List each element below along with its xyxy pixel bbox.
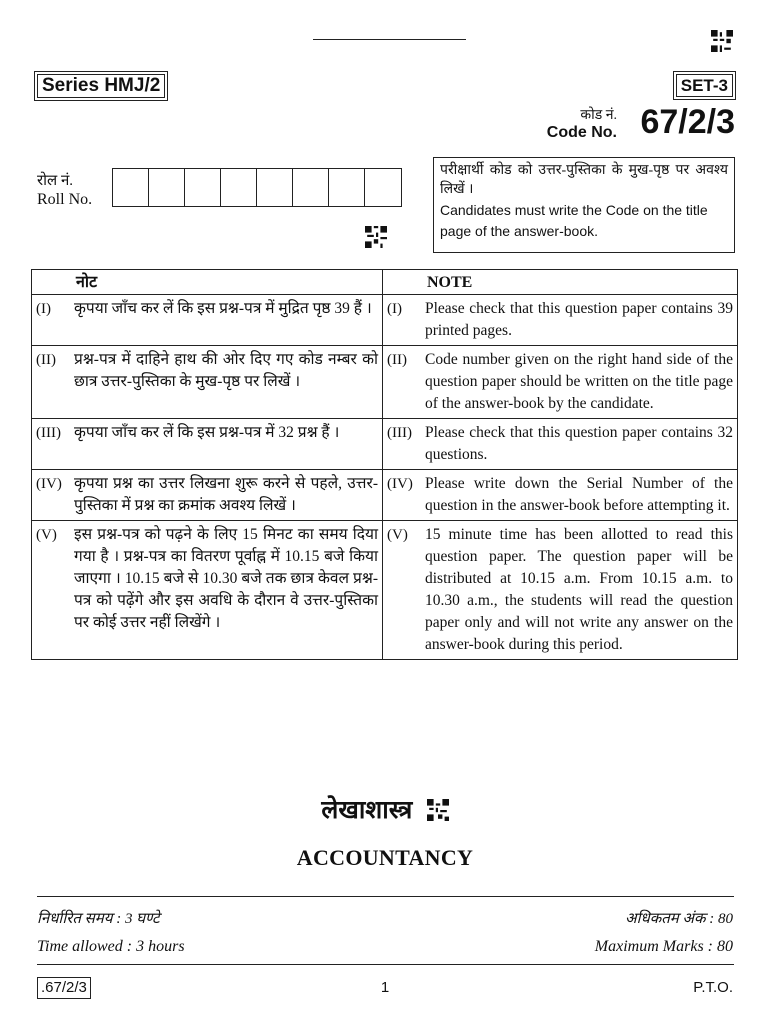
- note-number: (III): [36, 425, 61, 441]
- roll-digit-box[interactable]: [329, 169, 365, 206]
- roll-digit-box[interactable]: [365, 169, 401, 206]
- candidate-instruction-english: Candidates must write the Code on the title page of the answer-book.: [440, 202, 708, 239]
- subject-title-hindi: [0, 792, 770, 826]
- qr-code-icon: [427, 799, 449, 821]
- note-text-english: Please check that this question paper contains 39 printed pages.: [425, 300, 733, 339]
- note-text-english: 15 minute time has been allotted to read this question paper. The question paper will be distributed at 10.15 a.m. From 10.15 a.m. to 10.30 a.m., the students will read the question paper only and will not write any answer on the answer-book during this period.: [425, 526, 733, 653]
- note-text-hindi: इस प्रश्न-पत्र को पढ़ने के लिए 15 मिनट का समय दिया गया है । प्रश्न-पत्र का वितरण पूर्वाह्न में 10.15 बजे किया जाएगा । 10.15 बजे से 10.30 बजे तक छात्र केवल प्रश्न-पत्र को पढ़ेंगे और इस अवधि के दौरान वे उत्तर-पुस्तिका पर कोई उत्तर नहीं लिखेंगे ।: [74, 526, 378, 631]
- note-text-english: Please check that this question paper contains 32 questions.: [425, 424, 733, 463]
- roll-digit-box[interactable]: [149, 169, 185, 206]
- note-row: [32, 346, 738, 419]
- roll-label-english: Roll No.: [37, 191, 93, 208]
- notes-header-row: [32, 270, 738, 295]
- note-row: [32, 295, 738, 346]
- notes-heading-english: NOTE: [427, 274, 473, 291]
- maximum-marks-english: Maximum Marks : 80: [594, 938, 733, 955]
- subject-title-english: ACCOUNTANCY: [296, 845, 474, 870]
- note-row: [32, 419, 738, 470]
- divider: [37, 964, 734, 965]
- note-row: [32, 470, 738, 521]
- note-text-hindi: कृपया प्रश्न का उत्तर लिखना शुरू करने से पहले, उत्तर-पुस्तिका में प्रश्न का क्रमांक अवश्य लिखें ।: [74, 475, 378, 514]
- candidate-instruction-hindi: परीक्षार्थी कोड को उत्तर-पुस्तिका के मुख-पृष्ठ पर अवश्य लिखें ।: [440, 163, 728, 197]
- pto-label: P.T.O.: [693, 979, 733, 996]
- notes-table: [31, 269, 738, 660]
- time-allowed-english: Time allowed : 3 hours: [37, 938, 185, 955]
- roll-digit-box[interactable]: [293, 169, 329, 206]
- set-label: SET-3: [676, 74, 733, 97]
- note-text-hindi: कृपया जाँच कर लें कि इस प्रश्न-पत्र में 32 प्रश्न हैं ।: [74, 424, 340, 441]
- code-label-english: Code No.: [546, 124, 617, 141]
- qr-code-icon: [365, 226, 387, 248]
- maximum-marks-hindi: अधिकतम अंक : 80: [625, 911, 733, 927]
- divider: [37, 896, 734, 897]
- note-number: (V): [387, 527, 408, 543]
- notes-heading-hindi: नोट: [76, 274, 98, 291]
- note-row: [32, 521, 738, 660]
- roll-number-boxes[interactable]: [112, 168, 402, 207]
- code-number-block: [546, 102, 735, 142]
- note-number: (IV): [36, 476, 62, 492]
- qr-code-icon: [711, 30, 733, 52]
- page-number: 1: [380, 979, 390, 996]
- note-text-english: Please write down the Serial Number of the question in the answer-book before attempting it.: [425, 475, 733, 514]
- candidate-instruction-box: [433, 157, 735, 253]
- roll-digit-box[interactable]: [185, 169, 221, 206]
- roll-digit-box[interactable]: [113, 169, 149, 206]
- code-number: 67/2/3: [640, 103, 735, 141]
- code-label-hindi: कोड नं.: [580, 108, 617, 123]
- note-number: (II): [387, 352, 407, 368]
- roll-label-hindi: रोल नं.: [37, 173, 74, 189]
- footer-code: .67/2/3: [37, 977, 91, 999]
- note-text-english: Code number given on the right hand side of the question paper should be written on the title page of the answer-book by the candidate.: [425, 351, 733, 412]
- time-allowed-hindi: निर्धारित समय : 3 घण्टे: [37, 911, 160, 927]
- note-number: (III): [387, 425, 412, 441]
- note-text-hindi: कृपया जाँच कर लें कि इस प्रश्न-पत्र में मुद्रित पृष्ठ 39 हैं ।: [74, 300, 372, 317]
- note-number: (II): [36, 352, 56, 368]
- note-number: (IV): [387, 476, 413, 492]
- note-number: (V): [36, 527, 57, 543]
- note-text-hindi: प्रश्न-पत्र में दाहिने हाथ की ओर दिए गए कोड नम्बर को छात्र उत्तर-पुस्तिका के मुख-पृष्ठ पर लिखें ।: [74, 351, 378, 390]
- roll-digit-box[interactable]: [257, 169, 293, 206]
- note-number: (I): [36, 301, 51, 317]
- note-number: (I): [387, 301, 402, 317]
- series-label: Series HMJ/2: [37, 74, 165, 98]
- top-rule: [313, 39, 466, 40]
- subject-title-hindi-text: लेखाशास्त्र: [321, 797, 413, 824]
- roll-digit-box[interactable]: [221, 169, 257, 206]
